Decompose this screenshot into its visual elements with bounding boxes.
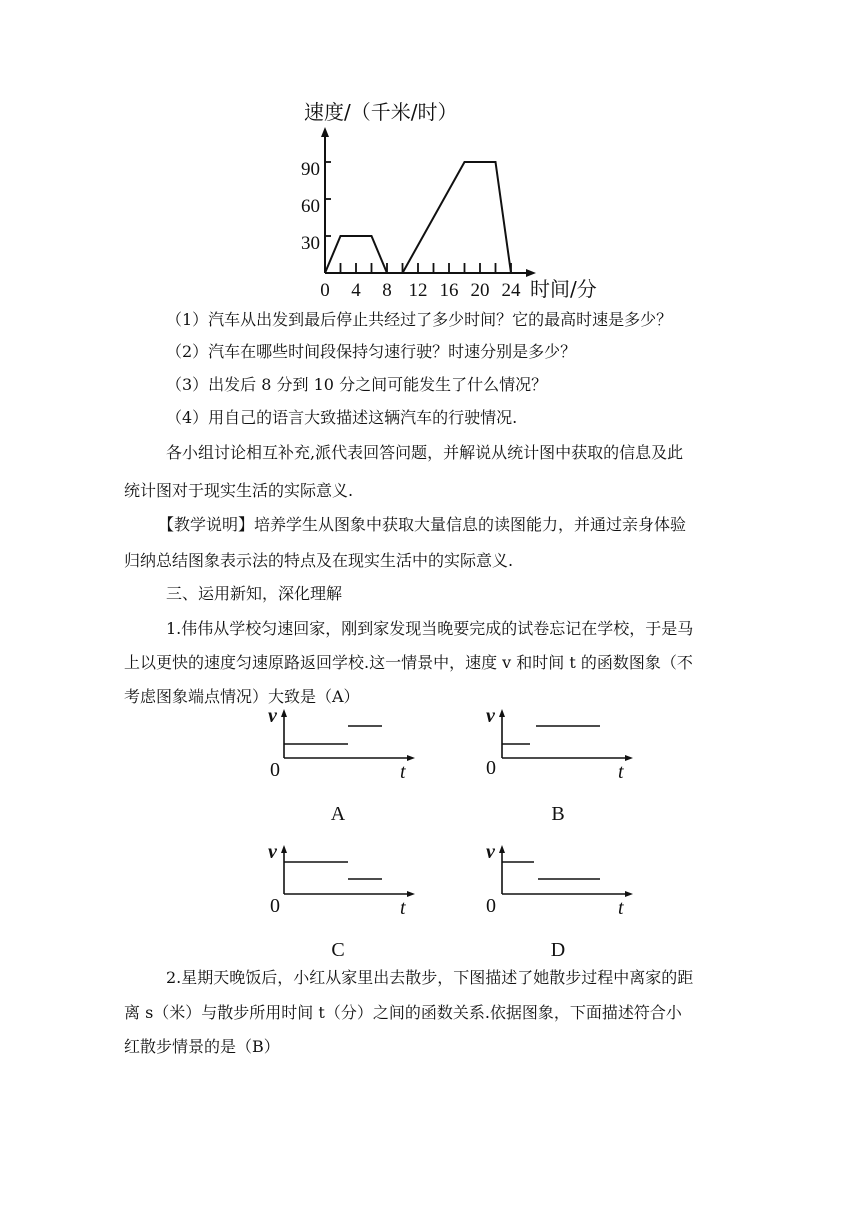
v-axis-label: v [486,841,495,863]
x-tick-label-16: 16 [439,280,459,301]
x-tick-label-20: 20 [470,280,490,301]
problem-2-line-1: 2.星期天晚饭后，小红从家里出去散步，下图描述了她散步过程中离家的距 [166,968,694,987]
chart-xlabel: 时间/分 [530,277,597,301]
option-d-graph [478,836,638,966]
speed-time-chart [290,95,610,305]
teaching-note-line-2: 归纳总结图象表示法的特点及在现实生活中的实际意义. [124,551,514,570]
problem-1-line-1: 1.伟伟从学校匀速回家，刚到家发现当晚要完成的试卷忘记在学校，于是马 [166,619,694,638]
option-d-label: D [550,939,566,961]
x-axis-arrow [526,269,536,277]
t-axis-label: t [618,761,624,783]
v-axis-label: v [486,705,495,727]
y-tick-label-90: 90 [301,159,320,180]
origin-label: 0 [486,895,496,917]
origin-label: 0 [270,759,280,781]
question-4: （4）用自己的语言大致描述这辆汽车的行驶情况. [166,408,518,427]
t-axis-arrow [625,755,633,761]
speed-series-line [325,162,511,273]
v-axis-arrow [499,845,505,853]
option-c-graph [260,836,420,966]
v-axis-label: v [268,841,277,863]
v-axis-arrow [281,845,287,853]
option-a-graph [260,700,420,830]
x-tick-label-8: 8 [382,280,392,301]
y-tick-label-60: 60 [301,196,320,217]
t-axis-arrow [407,755,415,761]
question-3: （3）出发后 8 分到 10 分之间可能发生了什么情况？ [166,375,548,394]
y-axis-arrow [321,127,329,137]
t-axis-arrow [625,891,633,897]
problem-2-line-2: 离 s（米）与散步所用时间 t（分）之间的函数关系.依据图象，下面描述符合小 [124,1003,682,1022]
problem-1-line-3: 考虑图象端点情况）大致是（A） [124,687,360,706]
section-title: 三、运用新知，深化理解 [166,584,343,603]
y-tick-label-30: 30 [301,233,320,254]
chart-ylabel: 速度/（千米/时） [304,100,458,124]
x-tick-label-0: 0 [320,280,330,301]
v-axis-arrow [499,709,505,717]
option-b-label: B [551,803,565,825]
x-tick-label-24: 24 [501,280,521,301]
x-tick-label-4: 4 [351,280,361,301]
option-a-label: A [330,803,346,825]
x-tick-label-12: 12 [408,280,428,301]
origin-label: 0 [270,895,280,917]
v-axis-label: v [268,705,277,727]
origin-label: 0 [486,757,496,779]
discussion-line-1: 各小组讨论相互补充,派代表回答问题，并解说从统计图中获取的信息及此 [166,443,684,462]
v-axis-arrow [281,709,287,717]
option-c-label: C [331,939,345,961]
teaching-note-line-1: 【教学说明】培养学生从图象中获取大量信息的读图能力，并通过亲身体验 [158,515,687,534]
t-axis-label: t [618,897,624,919]
t-axis-label: t [400,761,406,783]
problem-2-line-3: 红散步情景的是（B） [124,1037,280,1056]
discussion-line-2: 统计图对于现实生活的实际意义. [124,481,354,500]
problem-1-line-2: 上以更快的速度匀速原路返回学校.这一情景中，速度 v 和时间 t 的函数图象（不 [124,653,693,672]
question-1: （1）汽车从出发到最后停止共经过了多少时间？它的最高时速是多少？ [166,310,673,329]
question-2: （2）汽车在哪些时间段保持匀速行驶？时速分别是多少？ [166,342,577,361]
t-axis-arrow [407,891,415,897]
t-axis-label: t [400,897,406,919]
option-b-graph [478,700,638,830]
